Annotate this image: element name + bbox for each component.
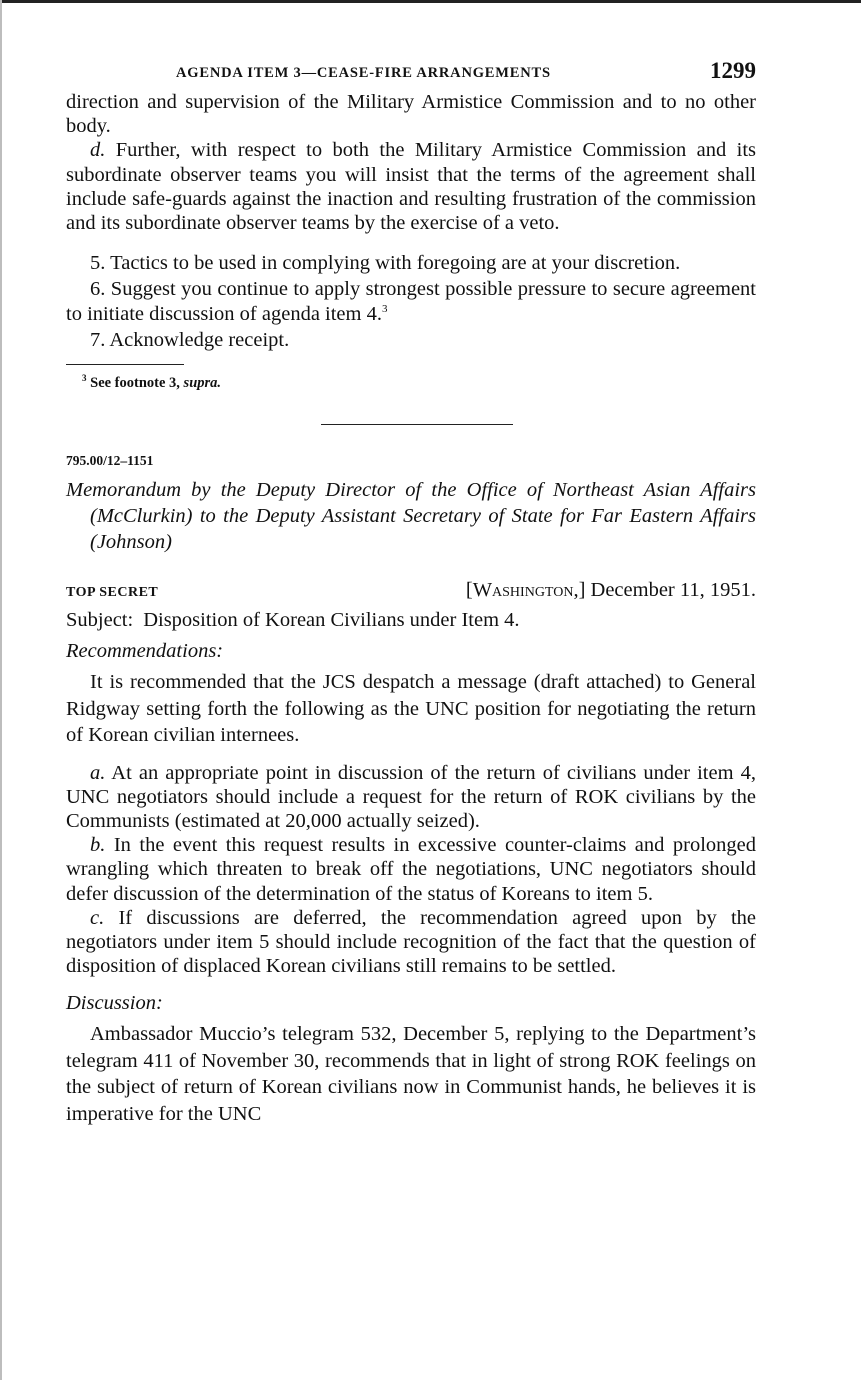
item-5: 5. Tactics to be used in complying with foregoing are at your discretion.	[90, 252, 681, 275]
recommendation-intro: It is recommended that the JCS despatch a message (draft attached) to General Ridgway setting forth the following as the UNC position for negotiating the return of Korean civilian internees.	[66, 671, 756, 747]
page-top-edge	[0, 0, 861, 3]
recommendation-b: b. In the event this request results in excessive counter-claims and prolonged wrangling which threaten to break off the negotiations, UNC negotiators should defer discussion of the determination of the status of Koreans to item 5.	[66, 834, 756, 905]
paragraph-d	[66, 138, 756, 235]
subject-line	[66, 609, 756, 632]
item-6: 6. Suggest you continue to apply strongest possible pressure to secure agreement to initiate discussion of agenda item 4.$^3$	[66, 278, 756, 325]
page-left-edge	[0, 0, 2, 1380]
running-head: AGENDA ITEM 3—CEASE-FIRE ARRANGEMENTS	[176, 65, 551, 81]
recommendation-c: c. If discussions are deferred, the recommendation agreed upon by the negotiators under item 5 should include recognition of the fact that the question of disposition of displaced Korean civilians still remains to be settled.	[66, 906, 756, 978]
file-number: 795.00/12–1151	[66, 453, 154, 469]
dateline	[66, 579, 756, 605]
subject-label: Subject:	[66, 609, 134, 632]
footnote-marker: 3	[82, 373, 87, 384]
recommendation-a: a. At an appropriate point in discussion of the return of civilians under item 4, UNC negotiators should include a request for the return of ROK civilians by the Communists (estimated at 20,000 actually seized).	[66, 761, 756, 832]
footnote-text: See footnote 3,	[86, 375, 184, 392]
footnote	[82, 375, 756, 392]
place: Washington	[472, 579, 574, 602]
classification: TOP SECRET	[66, 585, 159, 601]
item-7: 7. Acknowledge receipt.	[90, 328, 290, 351]
page-header	[66, 56, 756, 90]
continuation-paragraph: direction and supervision of the Military Armistice Commission and to no other body.	[66, 91, 756, 138]
date-line: [Washington,] December 11, 1951.	[465, 579, 756, 602]
date: December 11, 1951.	[585, 579, 756, 602]
document-page	[66, 56, 756, 1127]
discussion-heading: Discussion:	[66, 992, 163, 1015]
document-separator	[321, 424, 513, 425]
subject: Disposition of Korean Civilians under Item 4.	[143, 609, 520, 632]
footnote-italic: supra.	[183, 375, 222, 392]
footnote-ref: 3	[381, 302, 388, 315]
page-number: 1299	[710, 58, 756, 83]
paragraph-d-letter: d.	[90, 139, 106, 162]
memo-title: Memorandum by the Deputy Director of the Office of Northeast Asian Affairs (McClurkin) to the Deputy Assistant Secretary of State for Far Eastern Affairs (Johnson)	[66, 479, 756, 554]
footnote-rule	[66, 364, 184, 365]
discussion-paragraph: Ambassador Muccio’s telegram 532, December 5, replying to the Department’s telegram 411 of November 30, recommends that in light of strong ROK feelings on the subject of return of Korean civilians now in Communist hands, he believes it is imperative for the UNC	[66, 1023, 756, 1125]
recommendations-heading: Recommendations:	[66, 640, 224, 663]
paragraph-d-text: Further, with respect to both the Military Armistice Commission and its subordinate observer teams you will insist that the terms of the agreement shall include safe-guards against the inaction and resulting frustration of the commission and its subordinate observer teams by the exercise of a veto.	[66, 139, 756, 235]
